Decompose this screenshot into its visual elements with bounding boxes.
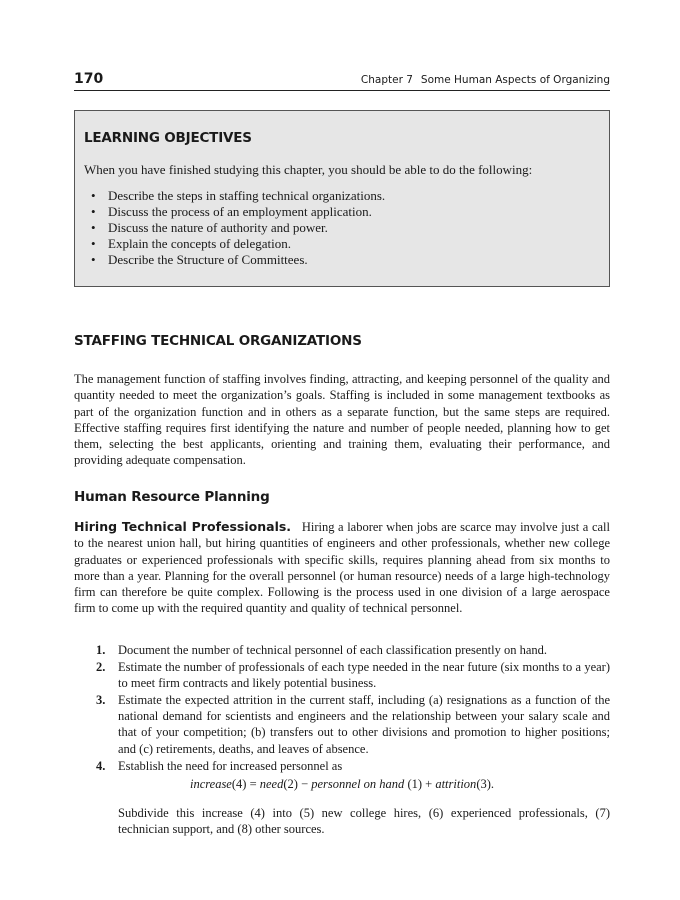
bullet-icon: • xyxy=(91,220,96,235)
subdivide-paragraph: Subdivide this increase (4) into (5) new college hires, (6) experienced professionals, (7) technician support, and (8) other sources. xyxy=(118,806,610,837)
bullet-icon: • xyxy=(91,252,96,267)
list-item: 4. Establish the need for increased personnel as xyxy=(96,758,343,773)
bullet-icon: • xyxy=(91,236,96,251)
subsection-heading-hr-planning: Human Resource Planning xyxy=(74,489,270,505)
objective-item: • Explain the concepts of delegation. xyxy=(91,236,292,251)
hiring-paragraph xyxy=(74,519,610,617)
bullet-icon: • xyxy=(91,204,96,219)
learning-objectives-box xyxy=(74,110,610,287)
section-heading-staffing: STAFFING TECHNICAL ORGANIZATIONS xyxy=(74,333,362,349)
chapter-label: Chapter 7 xyxy=(360,74,413,86)
running-header xyxy=(74,71,610,89)
objectives-list xyxy=(91,188,385,268)
bullet-icon: • xyxy=(91,188,96,203)
runin-heading: Hiring Technical Professionals. xyxy=(74,519,292,534)
objectives-title: LEARNING OBJECTIVES xyxy=(84,130,252,146)
list-item: 2. Estimate the number of professionals of each type needed in the near future (six months to a year) to meet firm contracts and likely potential business. xyxy=(96,659,610,691)
objective-item: • Describe the Structure of Committees. xyxy=(91,252,308,267)
objective-item: • Describe the steps in staffing technical organizations. xyxy=(91,188,386,203)
objective-item: • Discuss the process of an employment application. xyxy=(91,204,372,219)
list-item: 1. Document the number of technical personnel of each classification presently on hand. xyxy=(96,643,548,657)
chapter-title: Some Human Aspects of Organizing xyxy=(420,74,610,86)
personnel-equation: increase(4) = need(2) − personnel on hand (1) + attrition(3). xyxy=(189,777,495,791)
chapter-header xyxy=(361,74,610,86)
objective-item: • Discuss the nature of authority and power. xyxy=(91,220,328,235)
planning-steps-list xyxy=(96,642,610,774)
page-number: 170 xyxy=(74,71,104,87)
hiring-paragraph-text: Hiring a laborer when jobs are scarce may involve just a call to the nearest union hall, but hiring quantities of engineers and other professionals, whether new college graduates or experienced professionals with specific skills, requires planning ahead from six months to more than a year. Planning for the overall personnel (or human resource) needs of a large high-technology firm can therefore be quite complex. Following is the process used in one division of a large aerospace firm to come up with the required quantity and quality of technical personnel. xyxy=(74,520,610,616)
objectives-intro: When you have finished studying this chapter, you should be able to do the following: xyxy=(84,162,533,177)
staffing-paragraph: The management function of staffing involves finding, attracting, and keeping personnel of the quality and quantity needed to meet the organization’s goals. Staffing is included in some management textbooks as part of the organization function and in others as a separate function, but the same steps are required. Effective staffing requires first identifying the nature and number of people needed, planning how to get them, selecting the best applicants, orienting and training them, evaluating their performance, and providing adequate compensation. xyxy=(74,372,610,468)
list-item: 3. Estimate the expected attrition in the current staff, including (a) resignations as a function of the national demand for scientists and engineers and the relationship between your salary scale and that of your competition; (b) transfers out to other divisions and promotion to higher positions; and (c) retirements, deaths, and leaves of absence. xyxy=(96,692,610,756)
header-rule xyxy=(74,90,610,91)
